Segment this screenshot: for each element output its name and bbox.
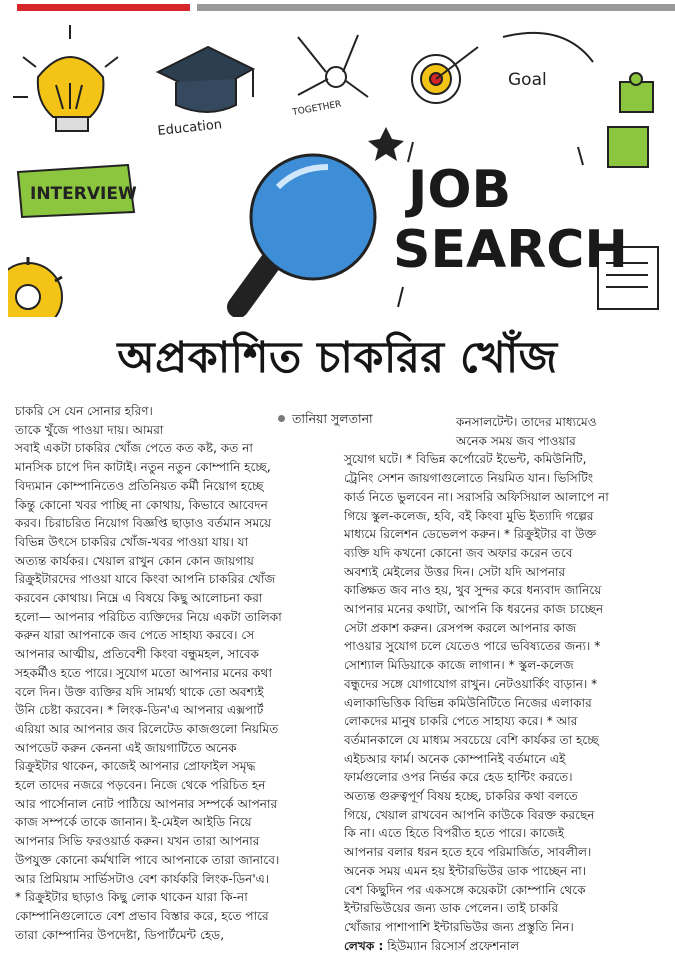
text-line: করব। চিরাচরিত নিয়োগ বিজ্ঞপ্তি ছাড়াও বর্তমান সময়ে: [15, 516, 272, 531]
text-line: বিদ্যমান কোম্পানিতেও প্রতিনিয়ত কর্মী নিয়োগ হচ্ছে: [15, 478, 264, 493]
text-line: হলো— আপনার পরিচিত ব্যক্তিদের নিয়ে একটা তালিকা: [15, 609, 282, 624]
text-line: পাওয়ার সুযোগ চলে যেতেও পারে ভবিষ্যতের জন্য। *: [344, 639, 601, 654]
text-line: আপনার সিভি ফরওয়ার্ড করুন। যখন তারা আপনার: [15, 834, 260, 849]
search-text: SEARCH: [393, 220, 628, 280]
text-line: গিয়ে স্কুল-কলেজ, হবি, বই কিংবা মুভি ইত্যাদি গল্পের: [344, 508, 594, 523]
graduation-cap-icon: [158, 47, 253, 112]
job-text: JOB: [408, 160, 512, 220]
writer-label: লেখক :: [344, 938, 384, 953]
top-accent-bar-grey: [197, 4, 675, 11]
text-line: রিক্রুইটারদের পাওয়া যাবে কিংবা আপনি চাকরির খোঁজ: [15, 572, 276, 587]
article-column-left: [15, 402, 337, 944]
text-line: কাজ সম্পর্কে তাকে জানান। ই-মেইল আইডি নিয়ে: [15, 815, 252, 830]
text-line: বন্ধুদের সঙ্গে যোগাযোগ রাখুন। নেটওয়ার্কিং বাড়ান। *: [344, 676, 598, 691]
text-line: * রিক্রুইটার ছাড়াও কিছু লোক থাকেন যারা কি-না: [15, 890, 248, 905]
text-line: তাকে খুঁজে পাওয়া দায়। আমরা: [15, 422, 164, 437]
text-line: চাকরি সে যেন সোনার হরিণ।: [15, 404, 153, 418]
text-line: সোশ্যাল মিডিয়াকে কাজে লাগান। * স্কুল-কলেজ: [344, 658, 574, 673]
lightbulb-icon: [13, 25, 118, 131]
text-line: অনেক সময় জব পাওয়ার: [456, 433, 576, 448]
text-line: বেশ কিছুদিন পর একসঙ্গে কয়েকটা কোম্পানি থেকে: [344, 882, 586, 897]
text-line: সবাই একটা চাকরির খোঁজ পেতে কত কষ্ট, কত না: [15, 441, 253, 456]
article-column-right: [292, 411, 666, 955]
interview-tag: [18, 165, 137, 217]
text-line: এলাকাভিত্তিক বিভিন্ন কমিউনিটিতে নিজের এলাকার: [344, 695, 592, 710]
text-line: আর পার্সোনাল নোট পাঠিয়ে আপনার সম্পর্কে আপনার: [15, 796, 278, 811]
text-line: কোম্পানিগুলোতে বেশ প্রভাব বিস্তার করে, হতে পারে: [15, 908, 269, 923]
text-line: বর্তমানকালে যে মাধ্যম সবচেয়ে বেশি কার্যকর তা হচ্ছে: [344, 732, 599, 747]
text-line: করবেন কোথায়। নিম্নে এ বিষয়ে কিছু আলোচনা করা: [15, 591, 263, 606]
puzzle-icon: [608, 73, 653, 167]
text-line: বিভিন্ন উৎসে চাকরির খোঁজ-খবর পাওয়া যায়। যা: [15, 534, 249, 549]
text-line: মাধ্যমে রিলেশন ডেভেলপ করুন। * রিক্রুইটার বা উক্ত: [344, 527, 597, 542]
text-line: বলে দিন। উক্ত ব্যক্তির যদি সামর্থ্য থাকে তো অবশ্যই: [15, 684, 264, 699]
text-line: উপযুক্ত কোনো কর্মখালি পাবে আপনাকে তারা জানাবে।: [15, 852, 280, 867]
text-line: কাঙ্ক্ষিত জব নাও হয়, খুব সুন্দর করে ধন্যবাদ জানিয়ে: [344, 583, 602, 598]
text-line: খোঁজার পাশাপাশি ইন্টারভিউর জন্য প্রস্তুতি নিন।: [344, 919, 574, 934]
text-line: গিয়ে, খেয়াল রাখবেন আপনি কাউকে বিরক্ত করছেন: [344, 807, 595, 822]
text-line: ইন্টারভিউয়ের জন্য ডাক পেলেন। তাই চাকরি: [344, 901, 559, 916]
text-line: ব্যক্তি যদি কখনো কোনো জব অফার করেন তবে: [344, 545, 573, 560]
text-line: হলে তাদের নজরে পড়বেন। নিজে থেকে পরিচিত হন: [15, 778, 266, 793]
job-search-illustration: [8, 17, 668, 317]
hands-together-icon: [298, 35, 368, 97]
text-line: ফার্মগুলোর ওপর নির্ভর করে হেড হান্টিং করতে।: [344, 770, 573, 785]
author-name: তানিয়া সুলতানা: [292, 411, 373, 426]
text-line: আপনার আত্মীয়, প্রতিবেশী কিংবা বন্ধুমহল, সাবেক: [15, 647, 260, 662]
text-line: লোকদের মানুষ চাকরি পেতে সাহায্য করে। * আর: [344, 714, 578, 729]
text-line: কিন্তু কোনো খবর পাচ্ছি না কোথায়, কিভাবে আবেদন: [15, 497, 268, 512]
text-line: অনেক সময় এমন হয় ইন্টারভিউর ডাক পাচ্ছেন না।: [344, 863, 587, 878]
gear-icon: [8, 257, 62, 317]
text-line: আর প্রিমিয়াম সার্ভিসটাও বেশ কার্যকরি লিংক-ডিন'এ।: [15, 871, 270, 886]
text-line: করুন যারা আপনাকে জব পেতে সাহায্য করবে। সে: [15, 628, 255, 643]
text-line: এরিয়া আর আপনার জব রিলেটেড কাজগুলো নিয়মিত: [15, 721, 279, 736]
text-line: রিক্রুইটার থাকেন, কাজেই আপনার প্রোফাইল সমৃদ্ধ: [15, 759, 256, 774]
magnifying-glass-icon: [238, 155, 375, 307]
text-line: তারা কোম্পানির উপদেষ্টা, ডিপার্টমেন্ট হেড,: [15, 927, 225, 942]
text-line: অবশ্যই মেইলের উত্তর দিন। সেটা যদি আপনার: [344, 564, 566, 579]
text-line: সেটা প্রকাশ করুন। রেসপন্স করলে আপনার কাজ: [344, 620, 577, 635]
text-line: আপনার বলার ধরন হতে হবে পরিমার্জিত, সাবলীল।: [344, 845, 592, 860]
headline: অপ্রকাশিত চাকরির খোঁজ: [117, 333, 558, 383]
text-line: অত্যন্ত গুরুত্বপূর্ণ বিষয় হচ্ছে, চাকরির কথা বলতে: [344, 789, 578, 804]
writer-role: হিউম্যান রিসোর্স প্রফেশনাল: [387, 938, 520, 953]
author-byline: [278, 410, 373, 429]
text-line: কার্ড নিতে ভুলবেন না। সরাসরি অফিসিয়াল আলাপে না: [344, 489, 609, 504]
education-label: Education: [156, 117, 223, 139]
text-line: কনসালটেন্ট। তাদের মাধ্যমেও: [456, 415, 597, 429]
writer-credit: [344, 937, 666, 956]
text-line: মানসিক চাপে দিন কাটাই। নতুন নতুন কোম্পানি হচ্ছে,: [15, 460, 271, 475]
text-line: ট্রেনিং সেশন জায়গাগুলোতে নিয়মিত যান। ভিসিটিং: [344, 471, 594, 486]
text-line: উনি চেষ্টা করবেন। * লিংক-ডিন'এ আপনার এক্সপার্ট: [15, 703, 264, 718]
target-icon: [412, 47, 478, 103]
text-line: এইচআর ফার্ম। অনেক কোম্পানিই বর্তমানে এই: [344, 751, 566, 766]
goal-label: Goal: [508, 70, 547, 90]
text-line: আপডেট করুন কেননা এই জায়গাটিতে অনেক: [15, 740, 237, 755]
text-line: আপনার মনের কথাটা, আপনি কি ধরনের কাজ চাচ্ছেন: [344, 602, 604, 617]
text-line: সুযোগ ঘটে। * বিভিন্ন কর্পোরেট ইভেন্ট, কমিউনিটি,: [344, 452, 587, 467]
interview-label: INTERVIEW: [30, 184, 137, 204]
text-line: সহকর্মীও হতে পারে। সুযোগ মতো আপনার মনের কথা: [15, 665, 272, 680]
top-accent-bar-red: [17, 4, 190, 11]
text-line: অত্যন্ত কার্যকর। খেয়াল রাখুন কোন কোন জায়গায়: [15, 553, 254, 568]
bullet-icon: [278, 415, 285, 422]
text-line: কি না। এতে হিতে বিপরীত হতে পারে। কাজেই: [344, 826, 565, 841]
together-label: TOGETHER: [291, 99, 343, 118]
